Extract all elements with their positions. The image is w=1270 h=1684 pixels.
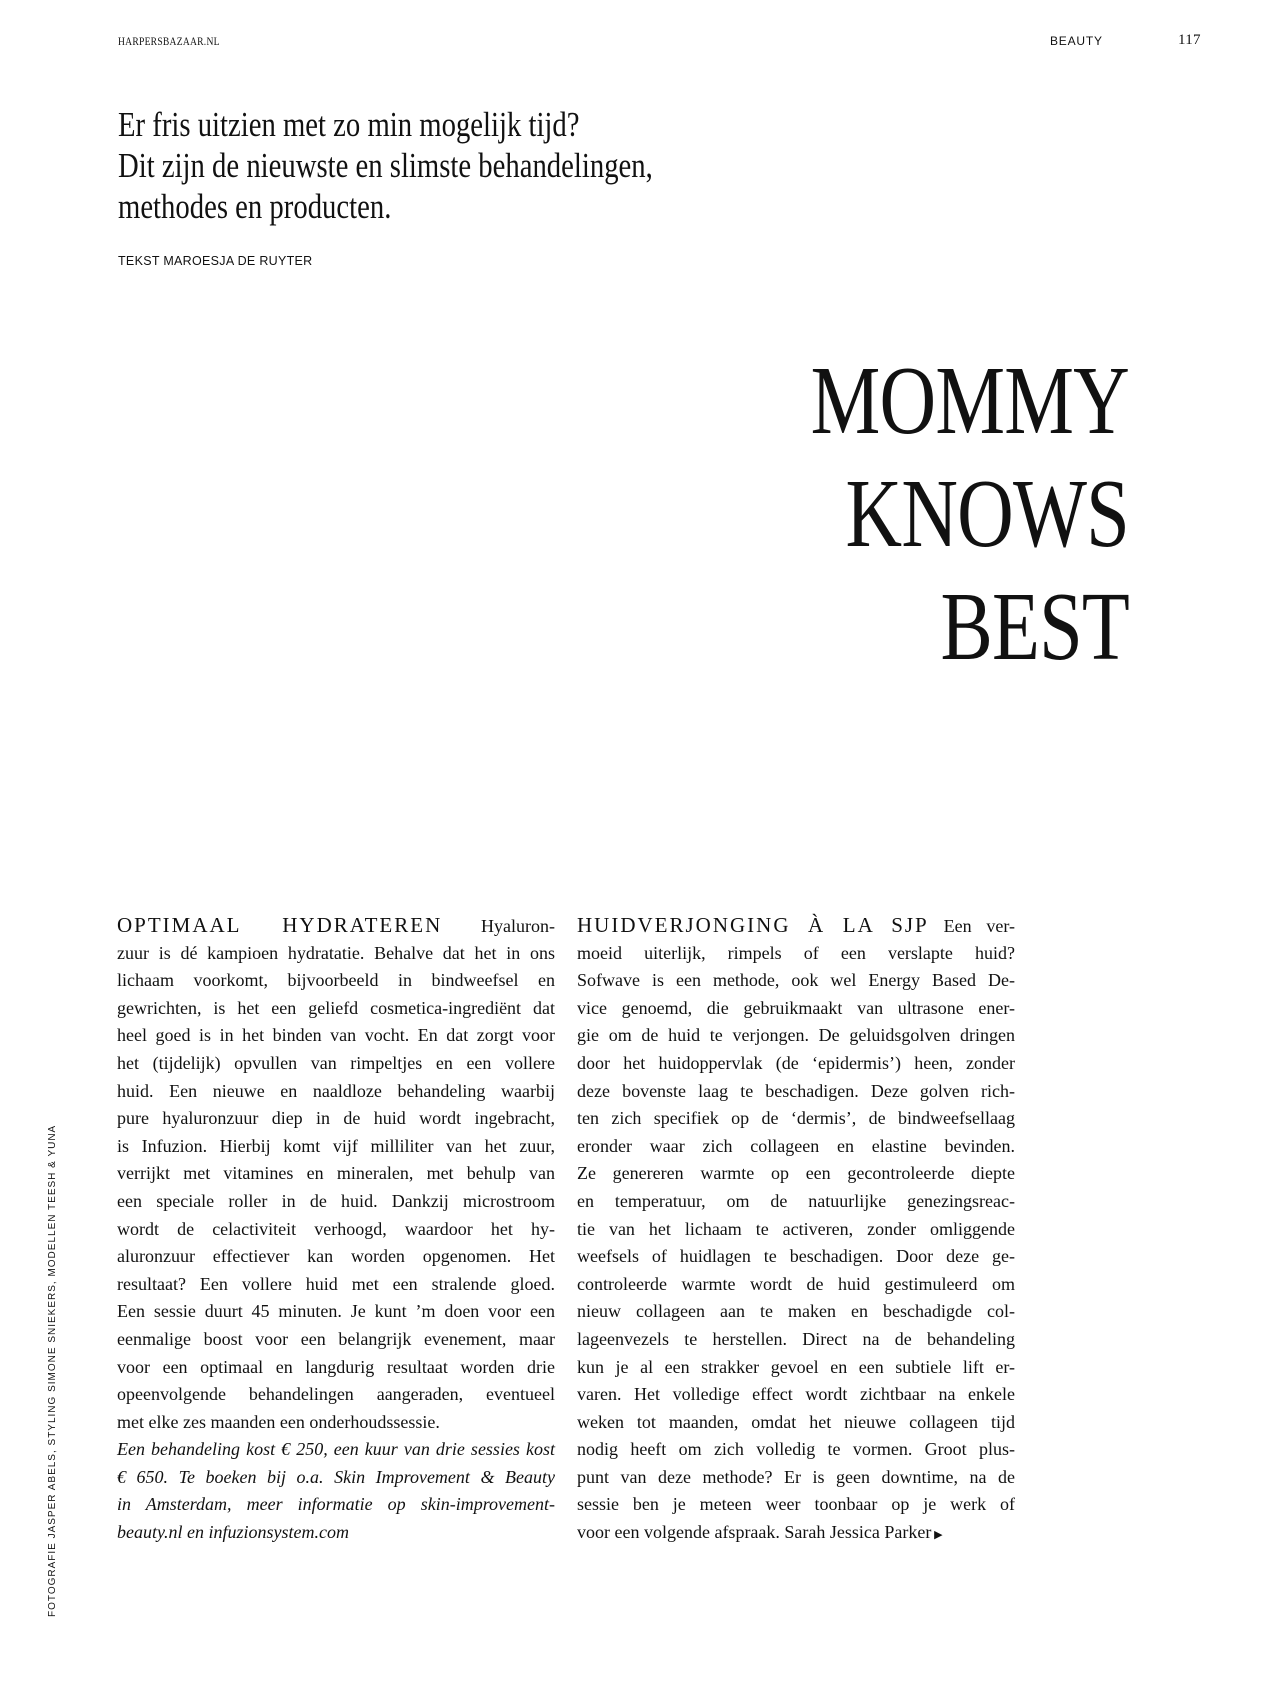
body-text: moeid uiterlijk, rimpels of een verslapte huid? — [577, 942, 1015, 963]
body-line — [117, 1409, 555, 1437]
body-text: vice genoemd, die gebruikmaakt van ultrasone ener- — [577, 997, 1015, 1018]
body-line — [577, 1078, 1015, 1106]
body-text: varen. Het volledige effect wordt zichtbaar na enkele — [577, 1384, 1015, 1405]
body-line — [577, 1105, 1015, 1133]
body-line — [117, 1050, 555, 1078]
body-line — [577, 1243, 1015, 1271]
body-line — [117, 995, 555, 1023]
body-text: nodig heeft om zich volledig te vormen. Groot plus- — [577, 1439, 1015, 1460]
body-text: aluronzuur effectiever kan worden opgenomen. Het — [117, 1246, 555, 1267]
body-text: huid. Een nieuwe en naaldloze behandeling waarbij — [117, 1080, 555, 1101]
body-text: kun je al een strakker gevoel en een subtiele lift er- — [577, 1356, 1015, 1377]
body-line — [577, 1188, 1015, 1216]
body-text: Een ver- — [943, 916, 1016, 936]
body-text: het (tijdelijk) opvullen van rimpeltjes en een vollere — [117, 1052, 555, 1073]
body-line — [117, 1381, 555, 1409]
info-line: Een behandeling kost € 250, een kuur van drie sessies kost — [117, 1439, 555, 1460]
body-text: voor een volgende afspraak. Sarah Jessica Parker — [577, 1522, 932, 1543]
body-line — [577, 940, 1015, 968]
body-text: sessie ben je meteen weer toonbaar op je werk of — [577, 1494, 1015, 1515]
body-line — [117, 1298, 555, 1326]
body-line — [577, 1326, 1015, 1354]
body-text: lageenvezels te herstellen. Direct na de behandeling — [577, 1328, 1015, 1349]
section-heading: OPTIMAAL HYDRATEREN — [117, 913, 443, 937]
body-line — [577, 1271, 1015, 1299]
body-line — [117, 1105, 555, 1133]
body-text: voor een optimaal en langdurig resultaat worden drie — [117, 1356, 555, 1377]
body-text: met elke zes maanden een onderhoudssessie. — [117, 1411, 440, 1432]
body-text: door het huidoppervlak (de ‘epidermis’) heen, zonder — [577, 1052, 1015, 1073]
body-line — [117, 912, 555, 940]
body-text: eenmalige boost voor een belangrijk evenement, maar — [117, 1328, 555, 1349]
body-text: eronder waar zich collageen en elastine bevinden. — [577, 1135, 1015, 1156]
body-text: Sofwave is een methode, ook wel Energy Based De- — [577, 970, 1015, 991]
body-line — [577, 1298, 1015, 1326]
body-text: is Infuzion. Hierbij komt vijf milliliter van het zuur, — [117, 1135, 555, 1156]
body-line — [577, 1409, 1015, 1437]
body-text: pure hyaluronzuur diep in de huid wordt ingebracht, — [117, 1108, 555, 1129]
title-line: BEST — [940, 573, 1129, 681]
body-line — [117, 1354, 555, 1382]
body-line — [577, 1133, 1015, 1161]
body-line — [117, 1022, 555, 1050]
body-text: resultaat? Een vollere huid met een stralende gloed. — [117, 1273, 555, 1294]
body-text: deze bovenste laag te beschadigen. Deze golven rich- — [577, 1080, 1015, 1101]
body-line — [117, 1271, 555, 1299]
body-text: lichaam voorkomt, bijvoorbeeld in bindweefsel en — [117, 970, 555, 991]
body-text: zuur is dé kampioen hydratatie. Behalve dat het in ons — [117, 942, 555, 963]
body-text: Hyaluron- — [481, 916, 556, 936]
info-line: € 650. Te boeken bij o.a. Skin Improvement & Beauty — [117, 1466, 555, 1487]
body-line — [577, 1354, 1015, 1382]
body-line — [577, 1022, 1015, 1050]
body-line — [117, 1160, 555, 1188]
page-number: 117 — [1178, 32, 1201, 48]
body-line — [117, 1216, 555, 1244]
body-text: weefsels of huidlagen te beschadigen. Door deze ge- — [577, 1246, 1015, 1267]
body-text: controleerde warmte wordt de huid gestimuleerd om — [577, 1273, 1015, 1294]
body-text: weken tot maanden, omdat het nieuwe collageen tijd — [577, 1411, 1015, 1432]
body-text: punt van deze methode? Er is geen downtime, na de — [577, 1466, 1015, 1487]
photo-credit: FOTOGRAFIE JASPER ABELS, STYLING SIMONE SNIEKERS, MODELLEN TEESH & YUNA — [47, 1124, 58, 1617]
section-label: BEAUTY — [1050, 34, 1103, 48]
body-text: Ze genereren warmte op een gecontroleerde diepte — [577, 1163, 1015, 1184]
body-text: wordt de celactiviteit verhoogd, waardoor het hy- — [117, 1218, 555, 1239]
title-line: KNOWS — [845, 460, 1129, 568]
body-text: een speciale roller in de huid. Dankzij microstroom — [117, 1190, 555, 1211]
info-line: beauty.nl en infuzionsystem.com — [117, 1522, 349, 1543]
body-line — [577, 1436, 1015, 1464]
body-text: verrijkt met vitamines en mineralen, met behulp van — [117, 1163, 555, 1184]
site-name: HARPERSBAZAAR.NL — [118, 34, 220, 48]
byline: TEKST MAROESJA DE RUYTER — [118, 254, 313, 268]
body-line — [117, 1133, 555, 1161]
body-line — [577, 1464, 1015, 1492]
body-line — [117, 1243, 555, 1271]
left-column — [117, 912, 555, 1547]
lead-line: Dit zijn de nieuwste en slimste behandelingen, — [118, 146, 653, 185]
article-title — [731, 345, 1129, 684]
body-text: tie van het lichaam te activeren, zonder omliggende — [577, 1218, 1015, 1239]
lead-intro — [118, 104, 1018, 227]
body-line — [577, 995, 1015, 1023]
lead-line: Er fris uitzien met zo min mogelijk tijd? — [118, 105, 580, 144]
body-line — [577, 1491, 1015, 1519]
body-line — [577, 1381, 1015, 1409]
body-line — [117, 1078, 555, 1106]
body-text: en temperatuur, om de natuurlijke genezingsreac- — [577, 1190, 1015, 1211]
body-line — [577, 1519, 1015, 1547]
right-column — [577, 912, 1015, 1547]
body-line — [577, 912, 1015, 940]
section-heading: HUIDVERJONGING À LA SJP — [577, 913, 929, 937]
body-text: opeenvolgende behandelingen aangeraden, eventueel — [117, 1384, 555, 1405]
body-line — [577, 1160, 1015, 1188]
body-line — [577, 967, 1015, 995]
body-text: nieuw collageen aan te maken en beschadigde col- — [577, 1301, 1015, 1322]
body-line — [577, 1050, 1015, 1078]
body-line — [117, 1326, 555, 1354]
body-text: gewrichten, is het een geliefd cosmetica-ingrediënt dat — [117, 997, 555, 1018]
body-line — [117, 940, 555, 968]
body-line — [117, 967, 555, 995]
body-text: ten zich specifiek op de ‘dermis’, de bindweefsellaag — [577, 1108, 1015, 1129]
body-line — [577, 1216, 1015, 1244]
body-line — [117, 1188, 555, 1216]
continue-arrow-icon: ▶ — [931, 1529, 943, 1542]
body-text: gie om de huid te verjongen. De geluidsgolven dringen — [577, 1025, 1015, 1046]
lead-line: methodes en producten. — [118, 187, 392, 226]
body-text: heel goed is in het binden van vocht. En dat zorgt voor — [117, 1025, 555, 1046]
info-line: in Amsterdam, meer informatie op skin-improvement- — [117, 1494, 555, 1515]
title-line: MOMMY — [810, 347, 1129, 455]
body-text: Een sessie duurt 45 minuten. Je kunt ’m doen voor een — [117, 1301, 555, 1322]
